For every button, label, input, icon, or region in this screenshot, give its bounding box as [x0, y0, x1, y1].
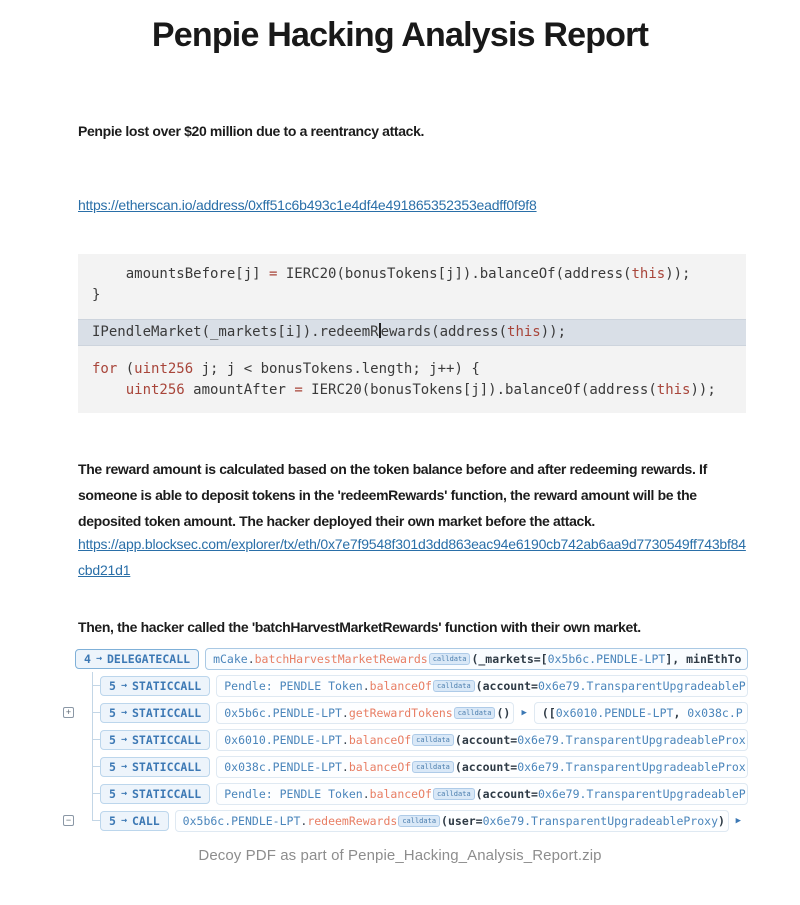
trace-row[interactable] [62, 672, 748, 699]
code-token: this [507, 324, 541, 340]
call-type-badge [100, 676, 210, 696]
contract-address: mCake [213, 651, 248, 666]
code-token: this [631, 266, 666, 282]
code-token: = [269, 266, 278, 282]
call-depth: 5 [109, 813, 116, 828]
function-name: redeemRewards [307, 813, 398, 828]
contract-address: 0x5b6c.PENDLE-LPT [224, 705, 342, 720]
code-line [78, 285, 746, 306]
call-arrow-icon: → [120, 706, 127, 718]
contract-address: 0x6e79.TransparentUpgradeableProx [517, 759, 746, 774]
function-name: batchHarvestMarketRewards [254, 651, 428, 666]
etherscan-link[interactable]: https://etherscan.io/address/0xff51c6b493c1e4df4e491865352353eadff0f9f8 [78, 197, 537, 213]
trace-call-box [205, 648, 748, 670]
trace-token: (account= [475, 678, 538, 693]
call-type-label: DELEGATECALL [106, 651, 191, 666]
trace-token: ([ [541, 705, 556, 720]
trace-token: (account= [475, 786, 538, 801]
intro-paragraph: Penpie lost over $20 million due to a reentrancy attack. [78, 123, 425, 139]
calldata-badge: calldata [412, 734, 454, 746]
contract-address: 0x6010.PENDLE-LPT [555, 705, 674, 720]
trace-row[interactable] [62, 780, 748, 807]
trace-token: . [341, 759, 349, 774]
trace-row[interactable] [62, 726, 748, 753]
code-token: ewards(address( [380, 324, 508, 340]
function-name: balanceOf [348, 759, 412, 774]
function-name: balanceOf [348, 732, 412, 747]
trace-call-box [534, 702, 748, 724]
code-token: ( [117, 361, 135, 377]
page-title: Penpie Hacking Analysis Report [151, 16, 649, 54]
trace-call-box [216, 675, 748, 697]
trace-token: . [341, 705, 349, 720]
function-name: balanceOf [369, 786, 432, 801]
code-token: j; j < bonusTokens.length; j++) { [193, 361, 480, 377]
trace-call-box [175, 810, 729, 832]
trace-row[interactable] [62, 645, 748, 672]
calldata-badge: calldata [433, 680, 475, 692]
call-type-badge [100, 784, 210, 804]
calldata-badge: calldata [412, 761, 454, 773]
code-block [78, 254, 746, 413]
trace-call-box [216, 702, 514, 724]
call-depth: 4 [84, 651, 91, 666]
trace-token: (_markets=[ [471, 651, 548, 666]
call-arrow-icon: → [120, 733, 127, 745]
contract-address: 0x6010.PENDLE-LPT [224, 732, 342, 747]
call-depth: 5 [109, 678, 116, 693]
call-arrow-icon: → [120, 787, 127, 799]
code-line [78, 264, 746, 285]
trace-token: . [300, 813, 308, 828]
then-paragraph: Then, the hacker called the 'batchHarvestMarketRewards' function with their own market. [78, 619, 641, 635]
return-arrow-icon: ▶ [735, 815, 741, 826]
contract-address: 0x6e79.TransparentUpgradeableP [537, 678, 746, 693]
code-line-highlighted [78, 319, 746, 346]
code-token: amountsBefore[j] [92, 266, 270, 282]
code-token: IERC20(bonusTokens[j]).balanceOf(address( [277, 266, 632, 282]
code-line [78, 380, 746, 401]
trace-token: , [673, 705, 688, 720]
contract-address: Pendle: PENDLE Token [224, 678, 363, 693]
call-type-badge [100, 703, 210, 723]
code-token: } [92, 287, 101, 303]
call-type-badge [100, 811, 169, 831]
calldata-badge: calldata [429, 653, 471, 665]
call-type-badge [100, 730, 210, 750]
trace-row[interactable] [62, 807, 748, 834]
return-arrow-icon: ▶ [521, 707, 527, 718]
code-token: = [294, 382, 303, 398]
code-line [78, 346, 746, 359]
contract-address: 0x038c.PENDLE-LPT [224, 759, 342, 774]
call-depth: 5 [109, 759, 116, 774]
contract-address: 0x5b6c.PENDLE-LPT [182, 813, 301, 828]
trace-call-box [216, 729, 748, 751]
analysis-paragraph: The reward amount is calculated based on the token balance before and after redeeming rewards. If someone is able to deposit tokens in the 'redeemRewards' function, the reward amount will be the deposited token amount. The hacker deployed their own market before the attack. [78, 461, 707, 529]
trace-token: (user= [441, 813, 483, 828]
function-name: balanceOf [369, 678, 432, 693]
call-type-label: STATICCALL [131, 678, 202, 693]
collapse-icon[interactable]: − [63, 815, 74, 826]
code-line [78, 359, 746, 380]
call-arrow-icon: → [120, 814, 127, 826]
trace-token: ], [665, 651, 687, 666]
trace-token: (account= [454, 759, 518, 774]
call-depth: 5 [109, 786, 116, 801]
trace-token: . [362, 678, 370, 693]
trace-call-box [216, 756, 748, 778]
call-depth: 5 [109, 705, 116, 720]
trace-row[interactable] [62, 753, 748, 780]
call-trace [62, 645, 748, 834]
call-type-label: STATICCALL [131, 732, 202, 747]
call-type-badge [100, 757, 210, 777]
caption-text: Decoy PDF as part of Penpie_Hacking_Analysis_Report.zip [198, 847, 602, 864]
trace-token: () [496, 705, 511, 720]
code-token: )); [665, 266, 691, 282]
call-arrow-icon: → [120, 760, 127, 772]
code-token: IPendleMarket(_markets[i]).redeemR [92, 324, 379, 340]
trace-token: . [341, 732, 349, 747]
code-token: for [92, 361, 118, 377]
contract-address: 0x6e79.TransparentUpgradeableProxy [482, 813, 718, 828]
calldata-badge: calldata [454, 707, 496, 719]
trace-token: ) [718, 813, 725, 828]
trace-row[interactable] [62, 699, 748, 726]
call-type-badge [75, 649, 199, 669]
contract-address: Pendle: PENDLE Token [224, 786, 363, 801]
code-token: IERC20(bonusTokens[j]).balanceOf(address( [302, 382, 657, 398]
code-token: this [656, 382, 691, 398]
calldata-badge: calldata [398, 815, 440, 827]
call-type-label: CALL [131, 813, 160, 828]
trace-token: . [362, 786, 370, 801]
contract-address: 0x038c.P [687, 705, 743, 720]
call-type-label: STATICCALL [131, 705, 202, 720]
call-type-label: STATICCALL [131, 759, 202, 774]
contract-address: 0x5b6c.PENDLE-LPT [547, 651, 666, 666]
contract-address: 0x6e79.TransparentUpgradeableP [537, 786, 746, 801]
trace-token: minEthTo [686, 651, 742, 666]
calldata-badge: calldata [433, 788, 475, 800]
code-line [78, 306, 746, 319]
code-token: )); [690, 382, 716, 398]
expand-icon[interactable]: + [63, 707, 74, 718]
code-token: )); [540, 324, 567, 340]
call-depth: 5 [109, 732, 116, 747]
blocksec-link[interactable]: https://app.blocksec.com/explorer/tx/eth/0x7e7f9548f301d3dd863eac94e6190cb742ab6aa9d7730549ff743bf84cbd21d1 [78, 536, 746, 578]
code-token: uint256 [134, 361, 194, 377]
trace-token: . [247, 651, 255, 666]
code-token: amountAfter [184, 382, 295, 398]
call-type-label: STATICCALL [131, 786, 202, 801]
trace-token: (account= [454, 732, 518, 747]
call-arrow-icon: → [95, 652, 102, 664]
code-token: uint256 [125, 382, 185, 398]
contract-address: 0x6e79.TransparentUpgradeableProx [517, 732, 746, 747]
call-arrow-icon: → [120, 679, 127, 691]
code-token [92, 382, 126, 398]
function-name: getRewardTokens [348, 705, 453, 720]
trace-call-box [216, 783, 748, 805]
